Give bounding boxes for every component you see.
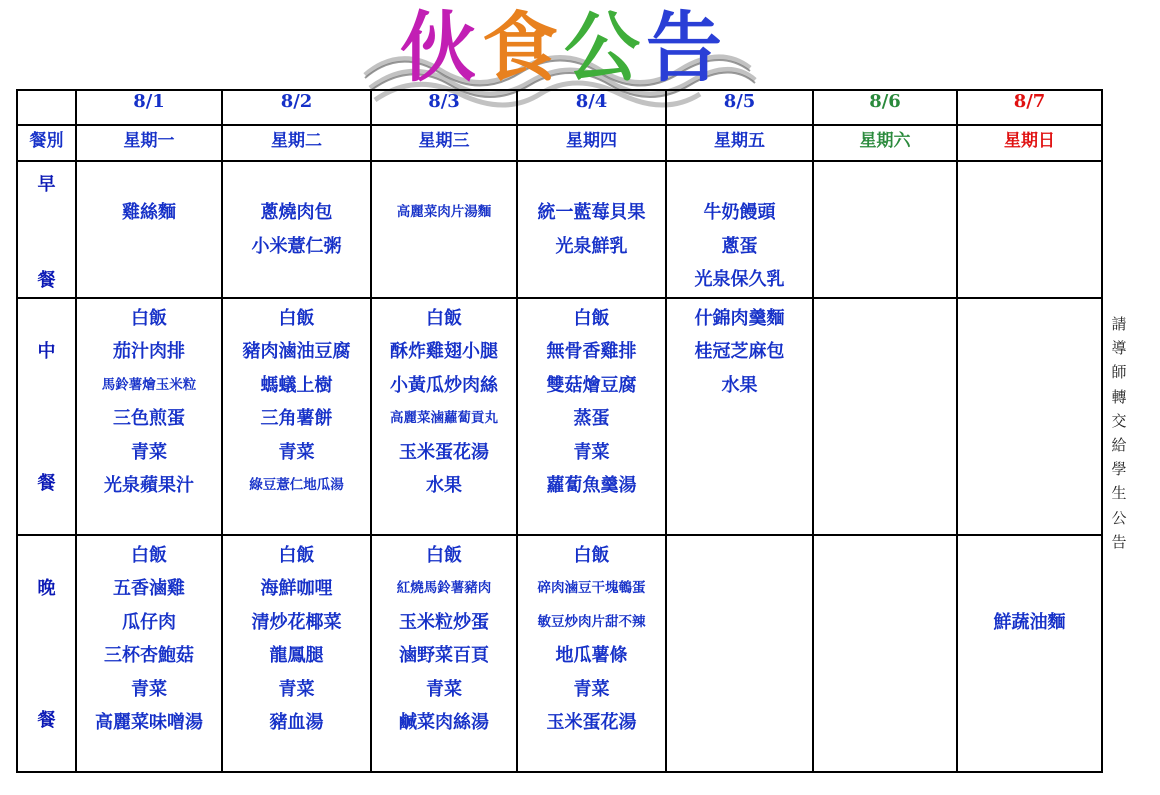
meal-label-cell [17,535,76,772]
dish-item: 馬鈴薯燴玉米粒 [101,376,197,393]
dish-item: 玉米粒炒蛋 [399,611,489,633]
date-cell: 8/2 [222,90,371,125]
dish-list [372,299,516,503]
dish-item: 清炒花椰菜 [251,611,342,633]
dish-item: 蘿蔔魚羹湯 [546,475,637,496]
dish-item: 青菜 [278,441,315,463]
menu-cell [813,298,957,535]
menu-cell [957,535,1102,772]
side-note-char: 請 [1111,315,1127,333]
dish-item: 青菜 [278,678,315,700]
date-cell-sunday: 8/7 [957,90,1102,125]
dish-item: 豬肉滷油豆腐 [242,341,351,362]
dish-list [814,299,956,302]
dish-item: 雞絲麵 [122,202,176,223]
menu-cell [666,535,813,772]
side-note-char: 交 [1111,411,1127,430]
dish-item: 光泉保久乳 [694,269,785,290]
dish-item: 瓜仔肉 [122,611,176,633]
date-cell: 8/1 [76,90,222,125]
dish-list [667,536,812,539]
dish-list [223,299,370,503]
dish-item: 白飯 [426,307,462,329]
side-note-char: 公 [1111,508,1127,527]
dish-item: 地瓜薯條 [555,645,628,666]
menu-cell [76,298,222,535]
dish-item: 酥炸雞翅小腿 [390,341,498,362]
dish-item: 高麗菜肉片湯麵 [396,204,492,220]
dish-list [814,162,956,196]
dish-item: 高麗菜滷蘿蔔貢丸 [390,410,498,426]
dish-list [518,162,665,263]
meal-label-top: 晚 [37,577,56,599]
dish-item: 青菜 [573,441,610,463]
dish-item: 白飯 [131,544,167,566]
dish-item: 統一藍莓貝果 [537,202,646,223]
dish-item: 三杯杏鮑菇 [104,645,194,666]
dish-item: 白飯 [278,544,315,566]
menu-cell [76,161,222,298]
weekday-cell-sunday: 星期日 [957,125,1102,161]
dish-item: 青菜 [426,678,462,700]
menu-cell [371,298,517,535]
menu-cell [222,298,371,535]
menu-cell [76,535,222,772]
title-char: 伙 [400,3,482,92]
side-note-char: 給 [1111,436,1127,455]
meal-label-cell [17,161,76,298]
meal-label-cell [17,298,76,535]
dish-list [814,536,956,539]
dish-item: 白飯 [131,307,167,329]
meal-row-dinner [17,535,1102,772]
weekday-cell-saturday: 星期六 [813,125,957,161]
dish-item: 小米薏仁粥 [251,235,342,257]
dish-item [958,539,1101,573]
dish-item: 敏豆炒肉片甜不辣 [537,613,646,630]
meal-column-header: 餐別 [17,125,76,161]
dish-item: 水果 [721,374,758,396]
menu-cell [517,298,666,535]
dish-list [223,536,370,740]
weekday-header-row [17,125,1102,161]
dish-item: 水果 [426,475,462,496]
dish-item: 青菜 [131,441,167,463]
dish-item: 玉米蛋花湯 [546,712,637,733]
dish-list [958,162,1101,196]
meal-label-top: 中 [37,340,56,362]
weekday-cell: 星期三 [371,125,517,161]
dish-item: 龍鳳腿 [269,645,324,666]
dish-list [372,162,516,230]
dish-item: 玉米蛋花湯 [399,441,489,463]
dish-item: 白飯 [426,544,462,566]
dish-item: 海鮮咖哩 [260,578,333,599]
date-cell: 8/4 [517,90,666,125]
meal-label-top: 早 [37,174,56,195]
dish-item: 高麗菜味噌湯 [95,712,203,733]
dish-item: 綠豆薏仁地瓜湯 [249,477,344,493]
dish-item: 小黃瓜炒肉絲 [390,374,498,396]
menu-table [16,89,1103,773]
dish-list [223,162,370,263]
menu-cell [813,535,957,772]
menu-cell [957,161,1102,298]
dish-item: 蔥燒肉包 [260,202,333,223]
dish-list [958,299,1101,302]
dish-item: 螞蟻上樹 [260,374,333,396]
menu-cell [666,161,813,298]
page-title [400,0,728,98]
side-note-char: 生 [1111,484,1127,503]
title-char: 食 [482,3,564,92]
menu-cell [517,535,666,772]
dish-item: 鮮蔬油麵 [993,611,1066,633]
side-note [1108,312,1130,554]
dish-item: 青菜 [131,678,167,700]
dish-item: 豬血湯 [269,712,324,733]
title-char: 公 [564,3,646,92]
meal-row-breakfast [17,161,1102,298]
date-header-row [17,90,1102,125]
dish-item: 紅燒馬鈴薯豬肉 [396,580,492,596]
weekday-cell: 星期五 [666,125,813,161]
dish-list [667,162,812,297]
weekday-cell: 星期二 [222,125,371,161]
date-cell: 8/3 [371,90,517,125]
dish-item: 鹹菜肉絲湯 [399,712,489,733]
menu-cell [222,535,371,772]
dish-item: 三色煎蛋 [113,408,185,429]
meal-row-lunch [17,298,1102,535]
dish-item: 白飯 [573,544,610,566]
menu-cell [957,298,1102,535]
weekday-cell: 星期一 [76,125,222,161]
dish-item: 雙菇燴豆腐 [546,374,637,396]
dish-item: 五香滷雞 [113,578,185,599]
dish-list [518,536,665,740]
side-note-char: 告 [1111,532,1127,551]
menu-cell [371,161,517,298]
dish-item: 蒸蛋 [573,408,610,429]
side-note-char: 學 [1111,460,1127,479]
dish-list [518,299,665,503]
dish-item: 白飯 [573,307,610,329]
dish-list [77,162,221,230]
corner-cell [17,90,76,125]
menu-cell [371,535,517,772]
dish-item: 光泉蘋果汁 [104,475,194,496]
menu-cell [813,161,957,298]
dish-item: 碎肉滷豆干塊鵪蛋 [537,580,646,596]
dish-item: 牛奶饅頭 [703,202,776,223]
date-cell-saturday: 8/6 [813,90,957,125]
date-cell: 8/5 [666,90,813,125]
dish-item: 白飯 [278,307,315,329]
dish-item [958,572,1101,606]
side-note-char: 師 [1111,363,1127,382]
meal-label-bottom: 餐 [37,472,56,494]
dish-list [372,536,516,740]
menu-cell [517,161,666,298]
meal-label-bottom: 餐 [37,709,56,731]
dish-item: 蔥蛋 [721,235,758,257]
dish-item: 滷野菜百頁 [399,645,489,666]
dish-list [667,299,812,403]
dish-item: 桂冠芝麻包 [694,341,785,362]
menu-cell [222,161,371,298]
dish-item: 光泉鮮乳 [555,235,628,257]
side-note-char: 轉 [1111,387,1127,406]
side-note-char: 導 [1111,339,1127,358]
meal-label-bottom: 餐 [37,270,56,291]
dish-list [77,299,221,503]
dish-list [77,536,221,740]
title-char: 告 [646,3,728,92]
weekday-cell: 星期四 [517,125,666,161]
dish-item: 青菜 [573,678,610,700]
dish-list [958,536,1101,640]
dish-item: 什錦肉羹麵 [694,307,785,329]
dish-item: 茄汁肉排 [113,341,185,362]
dish-item: 無骨香雞排 [546,341,637,362]
dish-item: 三角薯餅 [260,408,333,429]
menu-cell [666,298,813,535]
